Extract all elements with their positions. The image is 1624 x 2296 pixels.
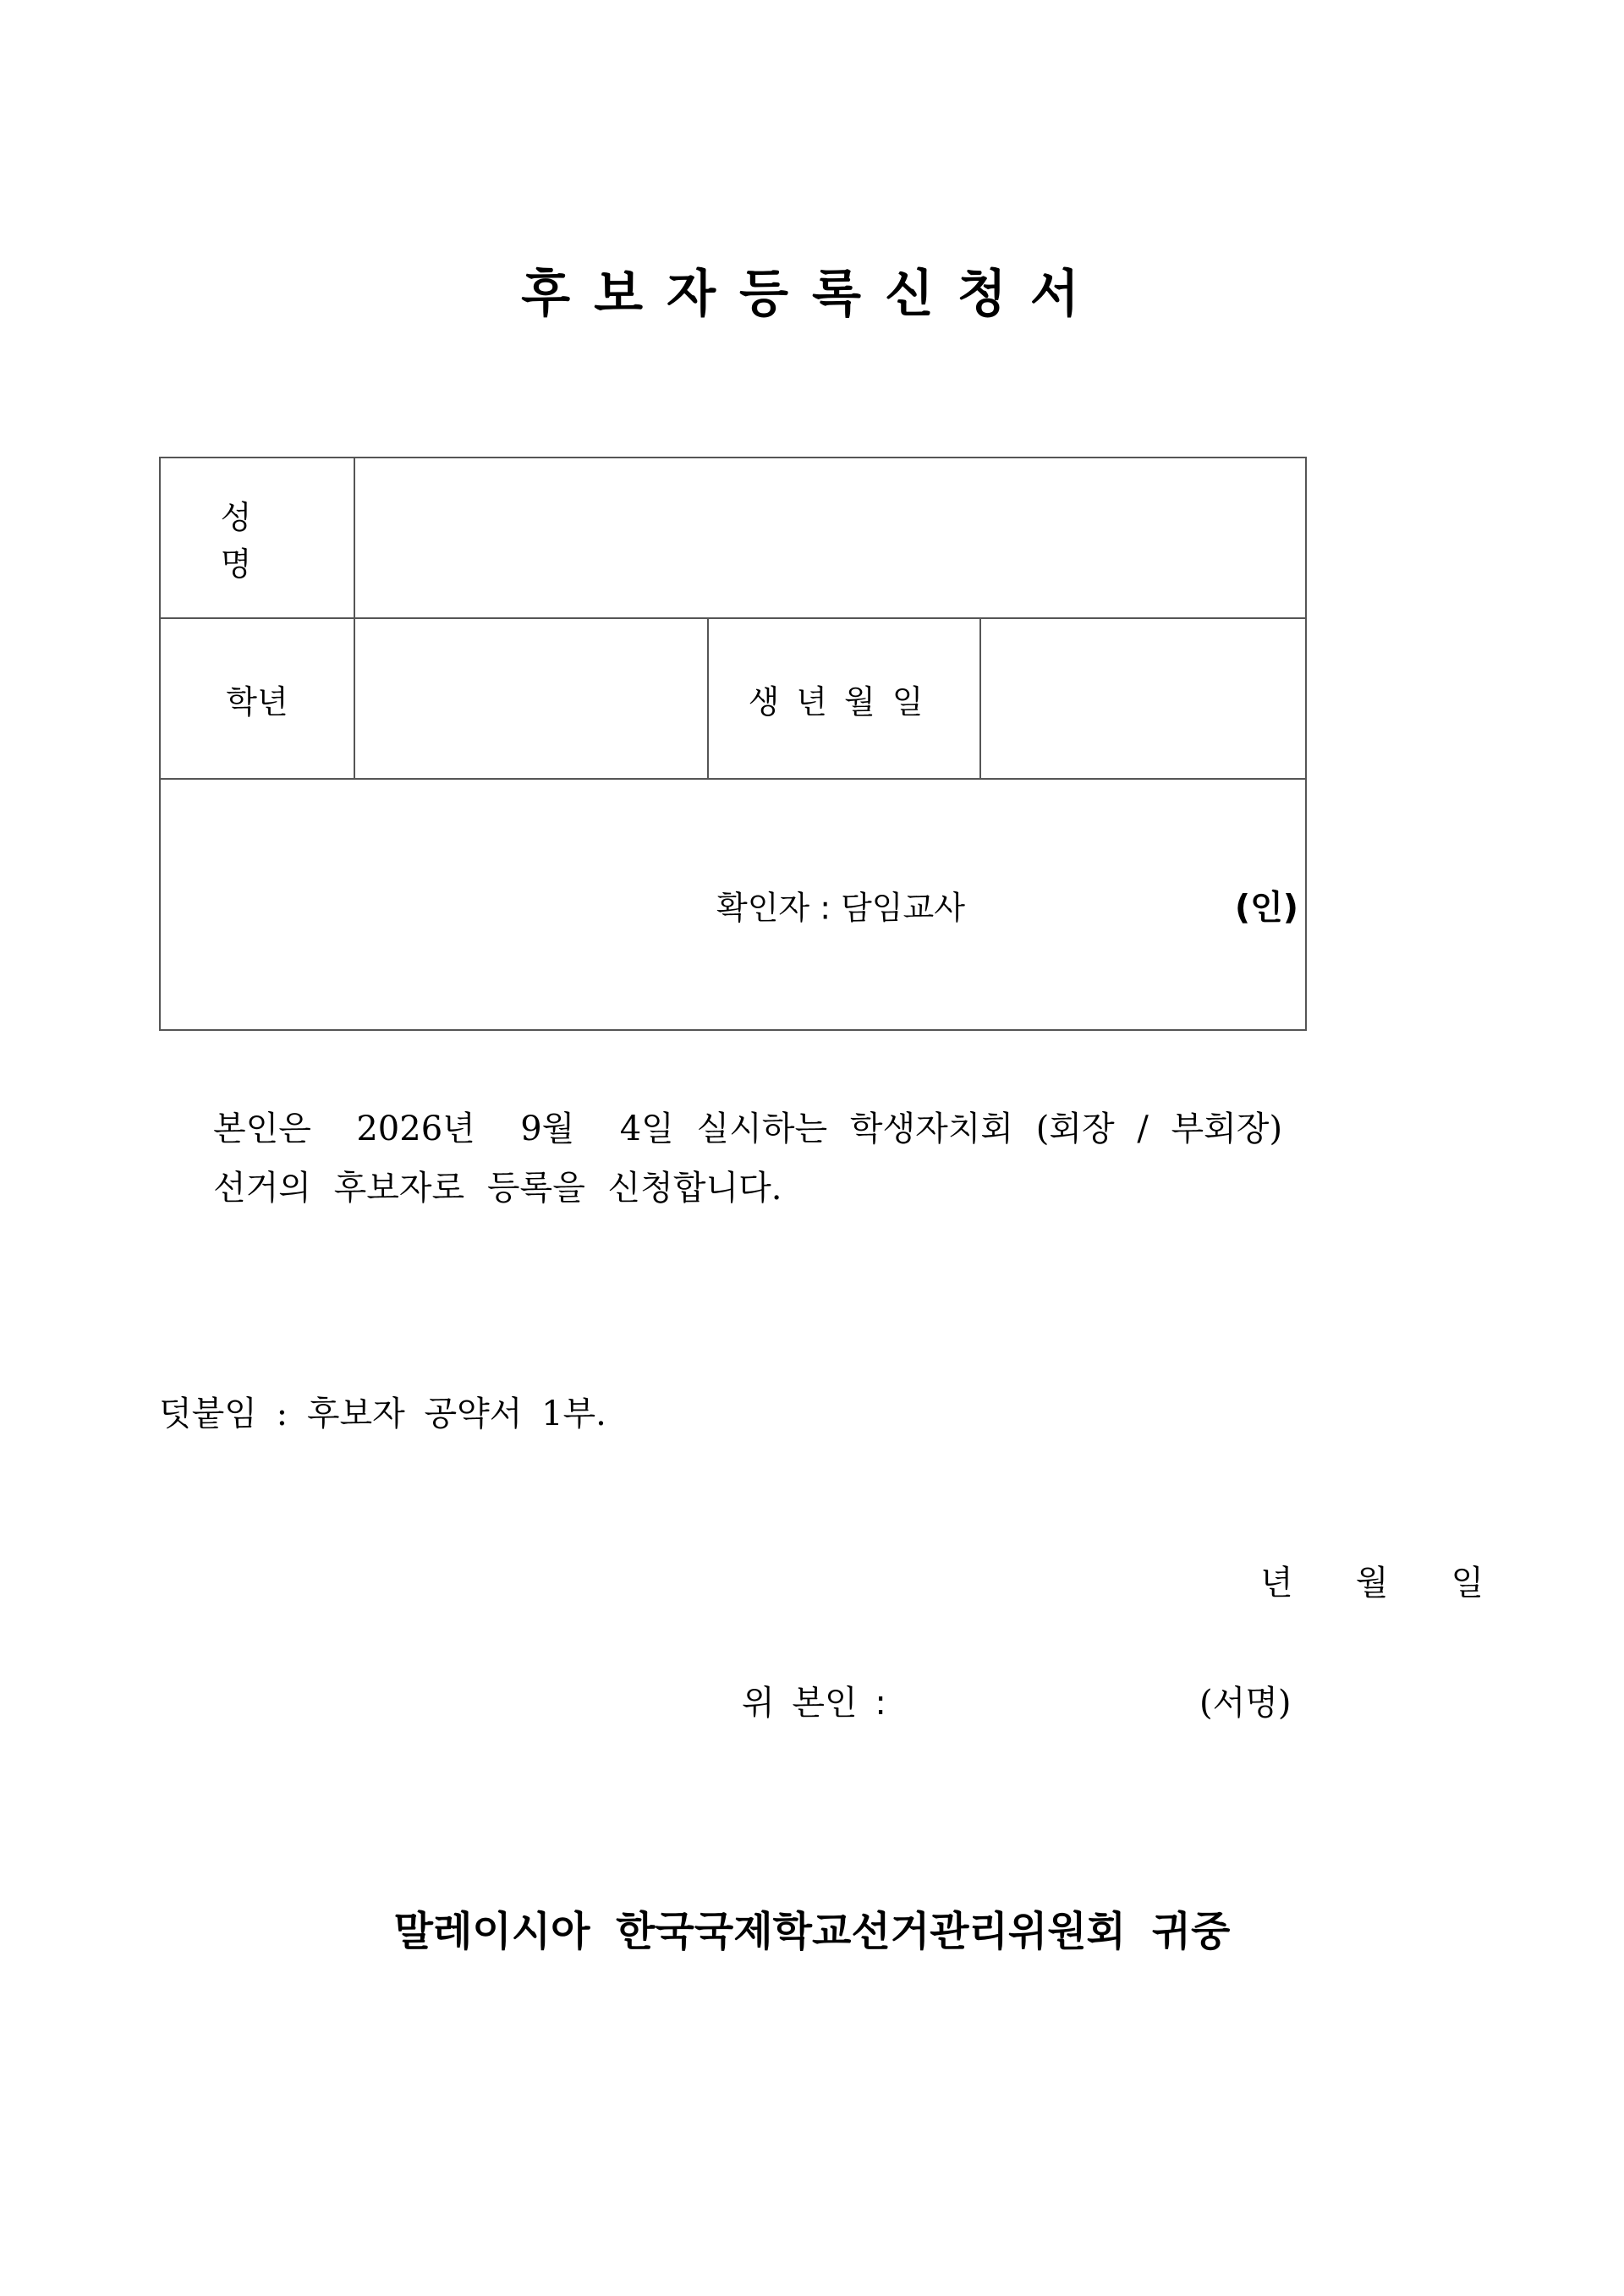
signature-mark: (서명) [1199, 1684, 1292, 1723]
confirmer-label: 확인자 : 담임교사 [716, 889, 965, 927]
date-year-label: 년 [1260, 1564, 1293, 1603]
grade-field[interactable] [354, 618, 708, 779]
confirmation-row [160, 779, 1306, 1030]
application-statement [213, 1099, 1282, 1218]
name-label: 성 명 [160, 458, 354, 618]
signer-label: 위 본인 : [742, 1684, 886, 1723]
name-row [160, 458, 1306, 618]
attachment-note: 덧붙임 : 후보자 공약서 1부. [159, 1395, 606, 1433]
seal-mark: (인) [1234, 888, 1299, 928]
birthdate-field[interactable] [980, 618, 1306, 779]
birthdate-label: 생년월일 [708, 618, 980, 779]
application-form-table [159, 457, 1307, 1031]
date-line [1260, 1556, 1484, 1604]
grade-label: 학년 [160, 618, 354, 779]
document-title: 후보자등록신청서 [521, 265, 1103, 324]
date-month-label: 월 [1355, 1564, 1389, 1603]
date-day-label: 일 [1451, 1564, 1484, 1603]
grade-birth-row [160, 618, 1306, 779]
statement-line-1: 본인은 2026년 9월 4일 실시하는 학생자치회 (회장 / 부회장) [213, 1110, 1283, 1148]
confirmation-cell [160, 779, 1306, 1030]
recipient-line: 말레이시아 한국국제학교선거관리위원회 귀중 [393, 1908, 1231, 1955]
statement-line-2: 선거의 후보자로 등록을 신청합니다. [213, 1169, 782, 1208]
name-field[interactable] [354, 458, 1306, 618]
